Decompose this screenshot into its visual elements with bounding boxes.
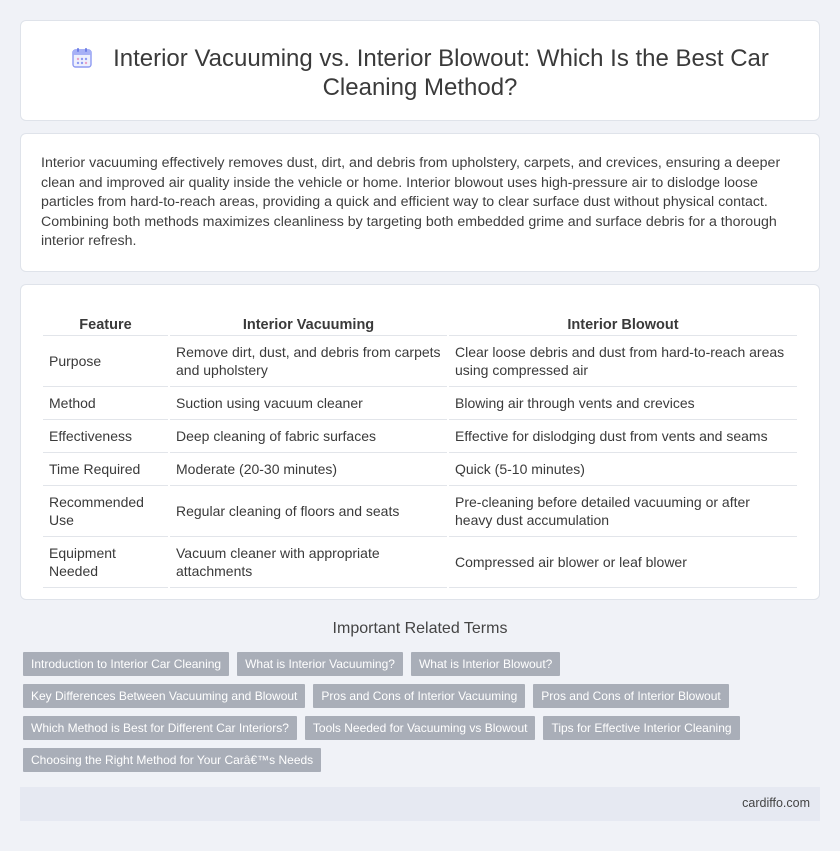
related-term-tag[interactable]: Which Method is Best for Different Car Interiors? [23, 716, 297, 740]
table-row [43, 486, 797, 537]
footer-site-link[interactable]: cardiffo.com [742, 796, 810, 810]
row-vacuuming: Regular cleaning of floors and seats [170, 486, 447, 537]
page-title [21, 44, 819, 102]
related-term-tag[interactable]: Tools Needed for Vacuuming vs Blowout [305, 716, 536, 740]
row-vacuuming: Vacuum cleaner with appropriate attachments [170, 537, 447, 588]
row-blowout: Effective for dislodging dust from vents and seams [449, 420, 797, 453]
related-term-tag[interactable]: What is Interior Blowout? [411, 652, 560, 676]
column-header-blowout: Interior Blowout [449, 313, 797, 336]
row-vacuuming: Suction using vacuum cleaner [170, 387, 447, 420]
related-term-tag[interactable]: What is Interior Vacuuming? [237, 652, 403, 676]
related-term-tag[interactable]: Choosing the Right Method for Your Carâ€™s Needs [23, 748, 321, 772]
row-feature: Purpose [43, 336, 168, 387]
table-row [43, 420, 797, 453]
related-term-tag[interactable]: Pros and Cons of Interior Blowout [533, 684, 728, 708]
row-blowout: Compressed air blower or leaf blower [449, 537, 797, 588]
row-blowout: Clear loose debris and dust from hard-to-reach areas using compressed air [449, 336, 797, 387]
row-feature: Equipment Needed [43, 537, 168, 588]
row-blowout: Quick (5-10 minutes) [449, 453, 797, 486]
footer [20, 787, 820, 821]
related-term-tag[interactable]: Pros and Cons of Interior Vacuuming [313, 684, 525, 708]
table-row [43, 453, 797, 486]
row-vacuuming: Remove dirt, dust, and debris from carpets and upholstery [170, 336, 447, 387]
related-terms-title: Important Related Terms [332, 620, 508, 637]
intro-card [20, 133, 820, 272]
row-feature: Time Required [43, 453, 168, 486]
comparison-table [41, 313, 799, 588]
table-header-row [43, 313, 797, 336]
comparison-table-card [20, 284, 820, 600]
intro-paragraph: Interior vacuuming effectively removes dust, dirt, and debris from upholstery, carpets, and crevices, ensuring a deeper clean and improved air quality inside the vehicle or home. Interior blowout uses high-pressure air to dislodge loose particles from hard-to-reach areas, providing a quick and efficient way to clear surface dust without physical contact. Combining both methods maximizes cleanliness by targeting both embedded grime and surface debris for a thorough interior refresh. [41, 155, 781, 250]
table-row [43, 336, 797, 387]
calendar-icon [71, 47, 93, 69]
row-vacuuming: Moderate (20-30 minutes) [170, 453, 447, 486]
related-term-tag[interactable]: Key Differences Between Vacuuming and Blowout [23, 684, 305, 708]
row-blowout: Pre-cleaning before detailed vacuuming or after heavy dust accumulation [449, 486, 797, 537]
table-row [43, 537, 797, 588]
row-blowout: Blowing air through vents and crevices [449, 387, 797, 420]
page-title-text: Interior Vacuuming vs. Interior Blowout: Which Is the Best Car Cleaning Method? [113, 45, 769, 101]
column-header-vacuuming: Interior Vacuuming [170, 313, 447, 336]
related-term-tag[interactable]: Tips for Effective Interior Cleaning [543, 716, 739, 740]
header-card [20, 20, 820, 121]
row-feature: Recommended Use [43, 486, 168, 537]
row-vacuuming: Deep cleaning of fabric surfaces [170, 420, 447, 453]
column-header-feature: Feature [43, 313, 168, 336]
row-feature: Method [43, 387, 168, 420]
table-row [43, 387, 797, 420]
row-feature: Effectiveness [43, 420, 168, 453]
related-term-tag[interactable]: Introduction to Interior Car Cleaning [23, 652, 229, 676]
related-terms-list [23, 652, 813, 772]
